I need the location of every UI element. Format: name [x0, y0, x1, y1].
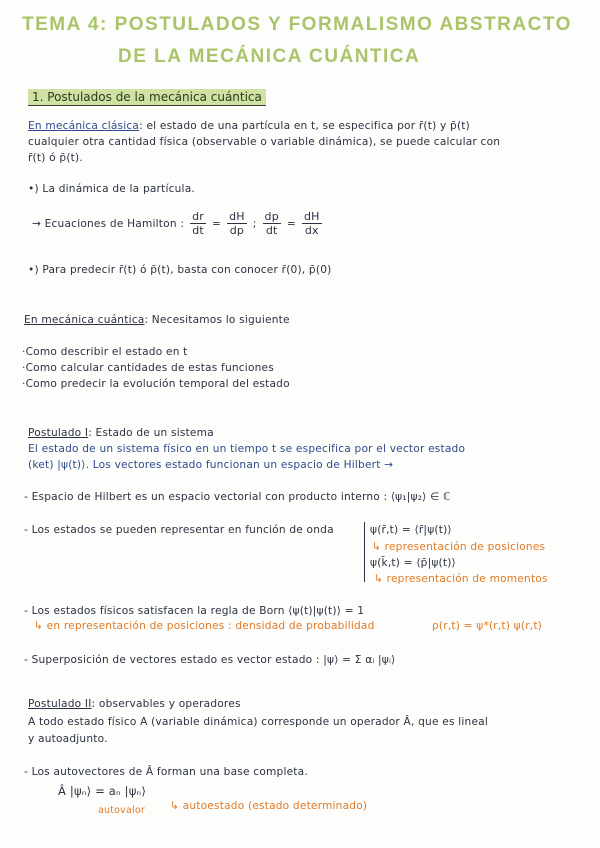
eigen-equation: Â |ψₙ⟩ = aₙ |ψₙ⟩ — [58, 784, 147, 798]
page-title-line2: DE LA MECÁNICA CUÁNTICA — [118, 46, 421, 67]
classical-label: En mecánica clásica — [28, 120, 140, 132]
section-heading — [28, 86, 266, 105]
fraction-num: dH — [229, 210, 245, 223]
quantum-label: En mecánica cuántica — [24, 314, 145, 326]
bracket-line — [364, 522, 365, 582]
section-heading-text: 1. Postulados de la mecánica cuántica — [28, 89, 266, 106]
fraction-num: dr — [192, 210, 205, 223]
wave-momentum-formula: ψ(k̄,t) = ⟨p̄|ψ(t)⟩ — [370, 557, 456, 569]
postulate2-desc-line1: A todo estado físico A (variable dinámica) corresponde un operador Â, que es lineal — [28, 716, 489, 728]
fraction-dh-dx — [302, 210, 322, 237]
quantum-item: ·Como predecir la evolución temporal del estado — [22, 378, 290, 390]
eigen-bullet: - Los autovectores de Â forman una base completa. — [24, 766, 308, 778]
fraction-num: dH — [303, 210, 320, 223]
eigenvalue-note: autovalor — [98, 805, 145, 816]
fraction-dh-dp — [227, 210, 247, 237]
fraction-den: dx — [304, 224, 319, 237]
postulate2-desc-line2: y autoadjunto. — [28, 733, 108, 745]
dynamics-bullet: •) La dinámica de la partícula. — [28, 183, 195, 195]
fraction-den: dt — [265, 224, 278, 237]
predict-bullet: •) Para predecir r̄(t) ó p̄(t), basta con conocer r̄(0), p̄(0) — [28, 264, 332, 276]
eigenstate-note: ↳ autoestado (estado determinado) — [170, 800, 368, 812]
fraction-den: dt — [192, 224, 204, 237]
equals-sign: = — [212, 217, 222, 230]
postulate2-label-rest: : observables y operadores — [91, 698, 241, 710]
postulate2-label: Postulado II — [28, 698, 92, 710]
fraction-den: dp — [229, 224, 245, 237]
classical-intro-rest: : el estado de una partícula en t, se especifica por r̄(t) y p̄(t) — [139, 120, 470, 132]
postulate2-heading — [28, 698, 241, 710]
born-formula: ρ(r,t) = ψ*(r,t) ψ(r,t) — [432, 620, 543, 632]
born-bullet: - Los estados físicos satisfacen la regla de Born ⟨ψ(t)|ψ(t)⟩ = 1 — [24, 605, 365, 617]
quantum-label-rest: : Necesitamos lo siguiente — [144, 314, 290, 326]
superposition-bullet: - Superposición de vectores estado es vector estado : |ψ⟩ = Σ αᵢ |ψᵢ⟩ — [24, 654, 396, 666]
postulate1-heading — [28, 427, 214, 439]
page-title-line1: TEMA 4: POSTULADOS Y FORMALISMO ABSTRACTO — [22, 14, 572, 35]
classical-intro-line2: cualquier otra cantidad física (observable o variable dinámica), se puede calcular con — [28, 136, 501, 148]
classical-intro-line1 — [28, 120, 470, 132]
hamilton-equations — [32, 210, 322, 237]
quantum-item: ·Como calcular cantidades de estas funciones — [22, 362, 274, 374]
equals-sign: = — [286, 217, 296, 230]
postulate1-label-rest: : Estado de un sistema — [88, 427, 214, 439]
wave-bullet: - Los estados se pueden representar en función de onda — [24, 524, 334, 536]
separator: ; — [252, 217, 257, 230]
wave-position-formula: ψ(r̄,t) = ⟨r̄|ψ(t)⟩ — [370, 524, 452, 536]
wave-momentum-note: ↳ representación de momentos — [374, 573, 548, 585]
classical-intro-line3: r̄(t) ó p̄(t). — [28, 152, 83, 164]
hilbert-bullet: - Espacio de Hilbert es un espacio vectorial con producto interno : ⟨ψ₁|ψ₂⟩ ∈ ℂ — [24, 491, 451, 503]
fraction-dp-dt — [263, 210, 281, 237]
hamilton-label: → Ecuaciones de Hamilton : — [32, 217, 185, 230]
fraction-num: dp — [264, 210, 279, 223]
fraction-dr-dt — [190, 210, 206, 237]
postulate1-desc-line2: (ket) |ψ(t)⟩. Los vectores estado funcionan un espacio de Hilbert → — [28, 459, 394, 471]
quantum-item: ·Como describir el estado en t — [22, 346, 188, 358]
wave-position-note: ↳ representación de posiciones — [372, 541, 546, 553]
born-note: ↳ en representación de posiciones : densidad de probabilidad — [34, 620, 375, 632]
postulate1-desc-line1: El estado de un sistema físico en un tiempo t se especifica por el vector estado — [28, 443, 466, 455]
quantum-intro — [24, 314, 290, 326]
postulate1-label: Postulado I — [28, 427, 89, 439]
